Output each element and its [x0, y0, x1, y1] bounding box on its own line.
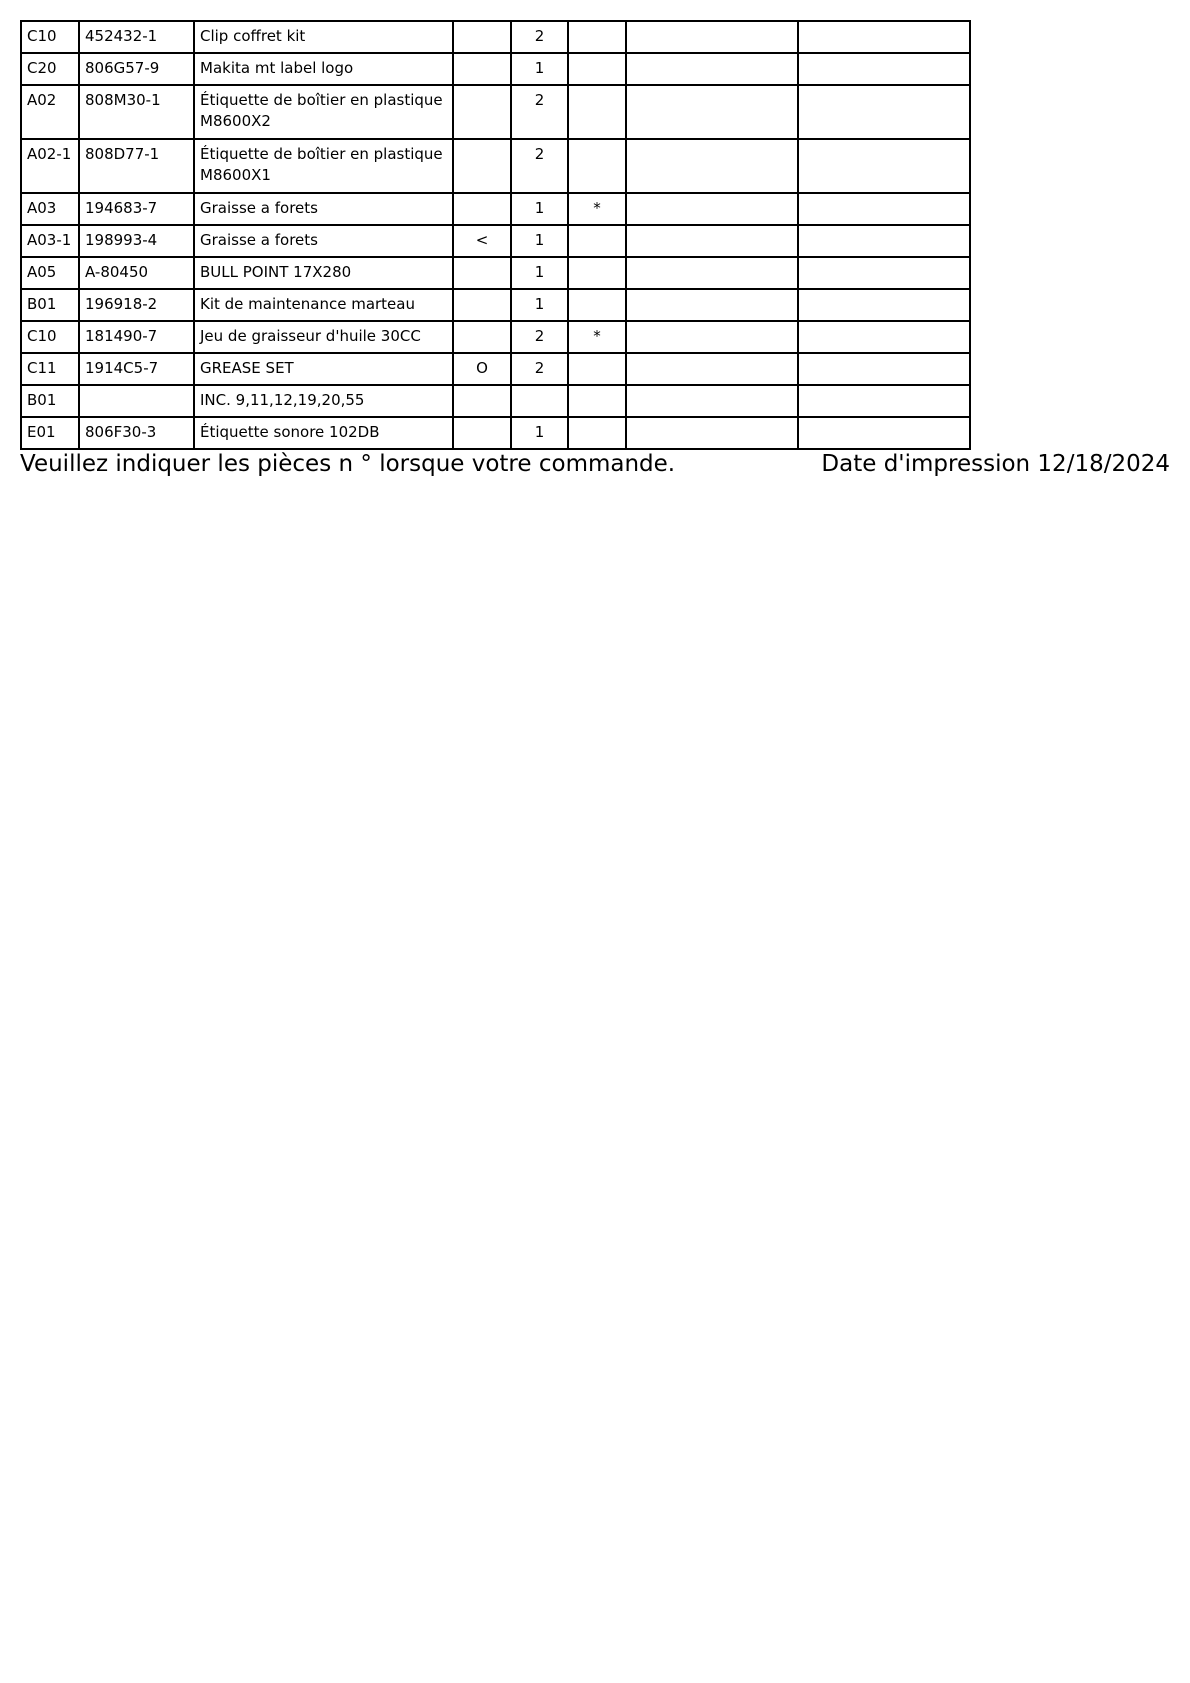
table-row — [21, 21, 970, 53]
quantity-cell — [511, 385, 568, 417]
blank-cell — [798, 257, 970, 289]
note-cell — [453, 85, 511, 139]
order-note: Veuillez indiquer les pièces n ° lorsque votre commande. — [20, 451, 676, 477]
parts-table-body — [21, 21, 970, 449]
description-cell: Makita mt label logo — [194, 53, 453, 85]
table-row — [21, 385, 970, 417]
blank-cell — [626, 53, 798, 85]
blank-cell — [626, 21, 798, 53]
description-cell: Graisse a forets — [194, 193, 453, 225]
description-cell: Kit de maintenance marteau — [194, 289, 453, 321]
part-number-cell: 452432-1 — [79, 21, 194, 53]
blank-cell — [626, 289, 798, 321]
description-cell: Graisse a forets — [194, 225, 453, 257]
quantity-cell: 1 — [511, 225, 568, 257]
flag-cell — [568, 139, 626, 193]
table-row — [21, 417, 970, 449]
description-cell: Clip coffret kit — [194, 21, 453, 53]
blank-cell — [626, 385, 798, 417]
description-cell: INC. 9,11,12,19,20,55 — [194, 385, 453, 417]
note-cell: < — [453, 225, 511, 257]
blank-cell — [798, 139, 970, 193]
description-cell: Étiquette de boîtier en plastique M8600X1 — [194, 139, 453, 193]
part-number-cell: 806G57-9 — [79, 53, 194, 85]
flag-cell — [568, 257, 626, 289]
blank-cell — [798, 417, 970, 449]
table-row — [21, 257, 970, 289]
table-row — [21, 225, 970, 257]
quantity-cell: 2 — [511, 321, 568, 353]
ref-cell: C20 — [21, 53, 79, 85]
flag-cell: * — [568, 193, 626, 225]
part-number-cell: 196918-2 — [79, 289, 194, 321]
part-number-cell: 808D77-1 — [79, 139, 194, 193]
blank-cell — [626, 353, 798, 385]
table-row — [21, 85, 970, 139]
ref-cell: A02-1 — [21, 139, 79, 193]
flag-cell — [568, 289, 626, 321]
flag-cell: * — [568, 321, 626, 353]
blank-cell — [626, 417, 798, 449]
blank-cell — [798, 385, 970, 417]
ref-cell: C11 — [21, 353, 79, 385]
table-row — [21, 193, 970, 225]
note-cell — [453, 321, 511, 353]
part-number-cell: 1914C5-7 — [79, 353, 194, 385]
blank-cell — [626, 257, 798, 289]
quantity-cell: 2 — [511, 85, 568, 139]
blank-cell — [626, 321, 798, 353]
flag-cell — [568, 385, 626, 417]
ref-cell: B01 — [21, 289, 79, 321]
quantity-cell: 1 — [511, 417, 568, 449]
blank-cell — [798, 193, 970, 225]
blank-cell — [798, 85, 970, 139]
quantity-cell: 2 — [511, 21, 568, 53]
note-cell — [453, 385, 511, 417]
table-row — [21, 321, 970, 353]
ref-cell: A03 — [21, 193, 79, 225]
description-cell: Étiquette sonore 102DB — [194, 417, 453, 449]
flag-cell — [568, 353, 626, 385]
blank-cell — [626, 225, 798, 257]
ref-cell: A03-1 — [21, 225, 79, 257]
flag-cell — [568, 21, 626, 53]
blank-cell — [798, 225, 970, 257]
note-cell — [453, 53, 511, 85]
part-number-cell: 181490-7 — [79, 321, 194, 353]
part-number-cell — [79, 385, 194, 417]
part-number-cell: 198993-4 — [79, 225, 194, 257]
description-cell: Étiquette de boîtier en plastique M8600X2 — [194, 85, 453, 139]
ref-cell: B01 — [21, 385, 79, 417]
quantity-cell: 2 — [511, 139, 568, 193]
ref-cell: C10 — [21, 321, 79, 353]
part-number-cell: A-80450 — [79, 257, 194, 289]
note-cell — [453, 139, 511, 193]
table-row — [21, 53, 970, 85]
note-cell — [453, 417, 511, 449]
flag-cell — [568, 85, 626, 139]
ref-cell: E01 — [21, 417, 79, 449]
flag-cell — [568, 417, 626, 449]
ref-cell: C10 — [21, 21, 79, 53]
blank-cell — [798, 321, 970, 353]
table-row — [21, 289, 970, 321]
blank-cell — [798, 53, 970, 85]
note-cell: O — [453, 353, 511, 385]
part-number-cell: 808M30-1 — [79, 85, 194, 139]
blank-cell — [798, 21, 970, 53]
description-cell: BULL POINT 17X280 — [194, 257, 453, 289]
description-cell: Jeu de graisseur d'huile 30CC — [194, 321, 453, 353]
blank-cell — [626, 85, 798, 139]
quantity-cell: 2 — [511, 353, 568, 385]
blank-cell — [798, 289, 970, 321]
part-number-cell: 806F30-3 — [79, 417, 194, 449]
quantity-cell: 1 — [511, 53, 568, 85]
quantity-cell: 1 — [511, 289, 568, 321]
note-cell — [453, 193, 511, 225]
quantity-cell: 1 — [511, 257, 568, 289]
parts-table — [20, 20, 971, 450]
table-row — [21, 353, 970, 385]
blank-cell — [798, 353, 970, 385]
note-cell — [453, 289, 511, 321]
description-cell: GREASE SET — [194, 353, 453, 385]
blank-cell — [626, 193, 798, 225]
quantity-cell: 1 — [511, 193, 568, 225]
page-footer — [20, 449, 1170, 479]
print-date: Date d'impression 12/18/2024 — [821, 451, 1170, 477]
note-cell — [453, 21, 511, 53]
blank-cell — [626, 139, 798, 193]
table-row — [21, 139, 970, 193]
part-number-cell: 194683-7 — [79, 193, 194, 225]
ref-cell: A05 — [21, 257, 79, 289]
note-cell — [453, 257, 511, 289]
flag-cell — [568, 53, 626, 85]
ref-cell: A02 — [21, 85, 79, 139]
flag-cell — [568, 225, 626, 257]
